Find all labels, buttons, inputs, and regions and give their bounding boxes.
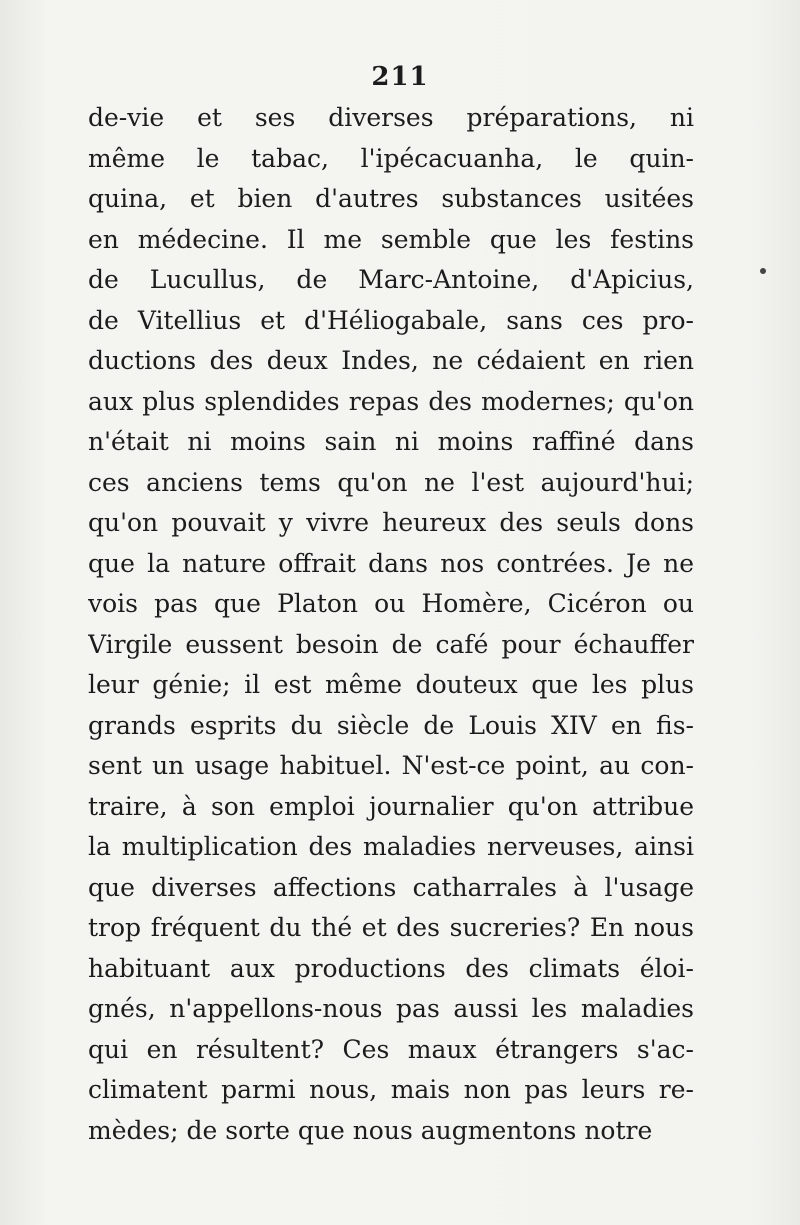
text-line: trop fréquent du thé et des sucreries? En nous (88, 913, 694, 942)
text-line: que diverses affections catharrales à l'usage (88, 872, 694, 902)
ink-spot (760, 268, 766, 274)
text-line: que la nature offrait dans nos contrées. Je ne (88, 548, 694, 578)
text-line: en médecine. Il me semble que les festins (88, 224, 694, 254)
text-line: leur génie; il est même douteux que les plus (88, 670, 694, 699)
text-line: quina, et bien d'autres substances usitées (88, 184, 694, 213)
text-line: n'était ni moins sain ni moins raffiné dans (88, 427, 694, 456)
text-line: gnés, n'appellons-nous pas aussi les maladies (88, 994, 694, 1023)
text-line: mèdes; de sorte que nous augmentons notre (88, 1115, 653, 1145)
text-line: habituant aux productions des climats éloi- (88, 953, 694, 983)
body-text (88, 98, 694, 1151)
text-line: grands esprits du siècle de Louis XIV en fis- (88, 710, 694, 740)
text-line: Virgile eussent besoin de café pour échauffer (88, 629, 694, 659)
text-line: ces anciens tems qu'on ne l'est aujourd'hui; (88, 467, 694, 497)
text-line: vois pas que Platon ou Homère, Cicéron ou (88, 589, 694, 618)
text-line: qu'on pouvait y vivre heureux des seuls dons (88, 508, 694, 537)
text-line: qui en résultent? Ces maux étrangers s'ac- (88, 1034, 694, 1064)
text-line: climatent parmi nous, mais non pas leurs re- (88, 1075, 694, 1104)
text-line: sent un usage habituel. N'est-ce point, au con- (88, 751, 694, 780)
text-line: de Lucullus, de Marc-Antoine, d'Apicius, (88, 265, 694, 294)
text-line: traire, à son emploi journalier qu'on attribue (88, 791, 694, 821)
text-line: aux plus splendides repas des modernes; qu'on (88, 386, 694, 416)
text-line: ductions des deux Indes, ne cédaient en rien (88, 346, 694, 375)
text-line: de-vie et ses diverses préparations, ni (88, 103, 694, 132)
text-line: même le tabac, l'ipécacuanha, le quin- (88, 143, 694, 173)
text-line: la multiplication des maladies nerveuses, ainsi (88, 832, 694, 861)
page-number: 211 (371, 62, 429, 92)
text-line: de Vitellius et d'Héliogabale, sans ces pro- (88, 305, 694, 335)
